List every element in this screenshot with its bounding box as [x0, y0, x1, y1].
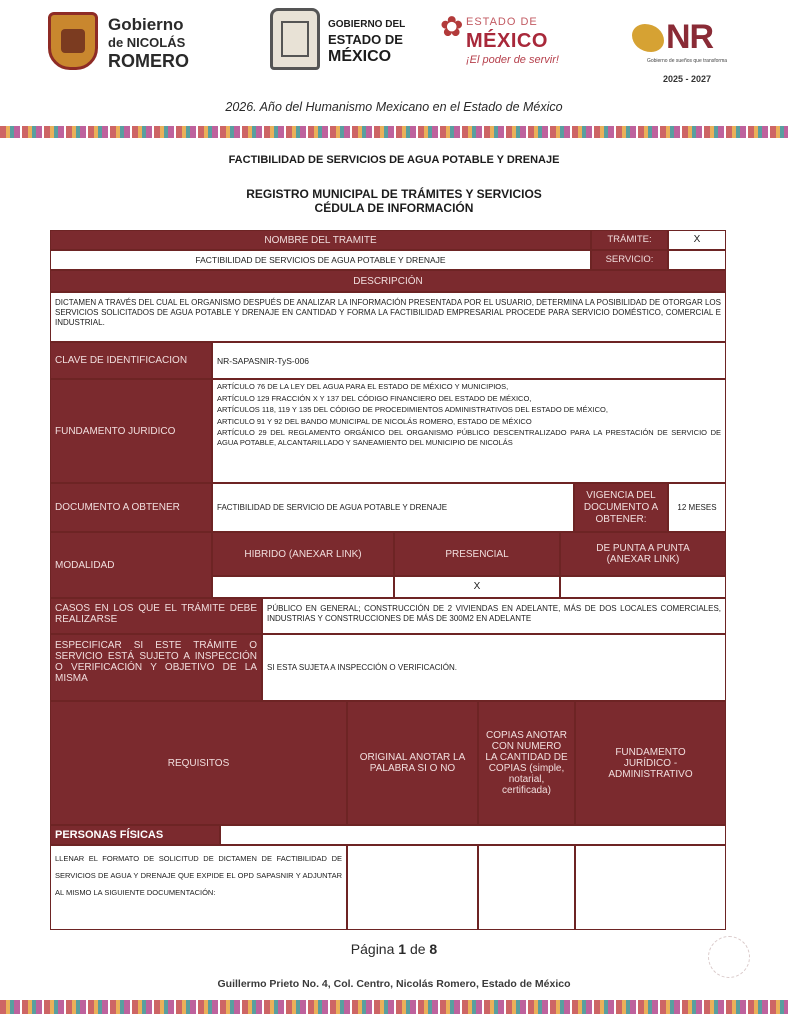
document-main-title: FACTIBILIDAD DE SERVICIOS DE AGUA POTABLE Y DRENAJE: [228, 154, 560, 166]
fundamento-admin-header: FUNDAMENTO JURÍDICO - ADMINISTRATIVO: [575, 701, 726, 825]
decorative-band-top: [0, 126, 788, 138]
fundamento-item: ARTÍCULO 129 FRACCIÓN X Y 137 DEL CÓDIGO FINANCIERO DEL ESTADO DE MÉXICO,: [217, 393, 532, 403]
logo3-line2: MÉXICO: [466, 30, 548, 52]
descripcion-text: DICTAMEN A TRAVÉS DEL CUAL EL ORGANISMO DESPUÉS DE ANALIZAR LA INFORMACIÓN PRESENTADA POR EL USUARIO, DETERMINA LA POSIBILIDAD DE OTORGAR LOS SERVICIOS SOLICITADOS DE AGUA POTABLE Y DRENAJE EN CANTIDAD Y FORMA LA FACTIBILIDAD EMPRESARIAL PROCEDE PARA SERVICIO DOMÉSTICO, COMERCIAL E INDUSTRIAL.: [50, 292, 726, 342]
nicolas-romero-shield-logo: [48, 12, 98, 70]
logo3-line1: ESTADO DE: [466, 16, 538, 28]
modalidad-punta-label: DE PUNTA A PUNTA (ANEXAR LINK): [560, 532, 726, 576]
fundamento-label: FUNDAMENTO JURIDICO: [50, 379, 212, 483]
vigencia-value: 12 MESES: [668, 483, 726, 532]
page-prefix: Página: [350, 941, 395, 957]
page-indicator: [0, 941, 788, 957]
page-current: 1: [398, 941, 407, 957]
fundamento-list: [212, 379, 726, 483]
registry-title-line1: REGISTRO MUNICIPAL DE TRÁMITES Y SERVICIOS: [246, 187, 542, 201]
inspeccion-value: SI ESTA SUJETA A INSPECCIÓN O VERIFICACIÓN.: [262, 634, 726, 701]
footer-address: Guillermo Prieto No. 4, Col. Centro, Nicolás Romero, Estado de México: [217, 978, 571, 990]
leaf-icon: [632, 24, 664, 52]
registry-title: [0, 187, 788, 215]
logo2-line3: MÉXICO: [328, 48, 392, 65]
descripcion-label: DESCRIPCIÓN: [50, 270, 726, 292]
personas-fisicas-spacer: [220, 825, 726, 845]
logo4-sub: Gobierno de sueños que transforma: [646, 58, 728, 64]
fundamento-item: ARTICULO 91 Y 92 DEL BANDO MUNICIPAL DE NICOLÁS ROMERO, ESTADO DE MÉXICO: [217, 416, 532, 426]
fundamento-item: ARTÍCULO 76 DE LA LEY DEL AGUA PARA EL ESTADO DE MÉXICO Y MUNICIPIOS,: [217, 382, 509, 391]
nombre-tramite-value: FACTIBILIDAD DE SERVICIOS DE AGUA POTABLE Y DRENAJE: [50, 250, 591, 270]
logo1-line2: de NICOLÁS: [108, 35, 186, 50]
modalidad-punta-mark: [560, 576, 726, 598]
estado-mexico-seal-logo: [270, 8, 320, 70]
logo1-line3: ROMERO: [108, 51, 189, 71]
page-total: 8: [429, 941, 438, 957]
logo-gobierno-nicolas-romero: [108, 16, 189, 70]
tramite-label: TRÁMITE:: [591, 230, 668, 250]
fundamento-item: ARTÍCULO 29 DEL REGLAMENTO ORGÁNICO DEL ORGANISMO PÚBLICO DESCENTRALIZADO PARA LA PRESTACIÓN DE SERVICIO DE AGUA POTABLE, ALCANTARILLADO Y SANEAMIENTO DEL MUNICIPIO DE NICOLÁS: [217, 428, 721, 447]
logo2-line1: GOBIERNO DEL: [328, 19, 406, 30]
logo2-line2: ESTADO DE: [328, 32, 403, 47]
requisito-row-1-copias: [478, 845, 575, 930]
servicio-mark: [668, 250, 726, 270]
year-motto: 2026. Año del Humanismo Mexicano en el Estado de México: [225, 100, 563, 114]
inspeccion-label: ESPECIFICAR SI ESTE TRÁMITE O SERVICIO ESTÁ SUJETO A INSPECCIÓN O VERIFICACIÓN Y OBJETIVO DE LA MISMA: [50, 634, 262, 701]
personas-fisicas-text: PERSONAS FÍSICAS: [55, 829, 164, 841]
page-middle: de: [409, 941, 426, 957]
logo3-tagline: ¡El poder de servir!: [466, 54, 559, 66]
fundamento-item: ARTÍCULOS 118, 119 Y 135 DEL CÓDIGO DE PROCEDIMIENTOS ADMINISTRATIVOS DEL ESTADO DE MÉXICO,: [217, 405, 608, 414]
servicio-label: SERVICIO:: [591, 250, 668, 270]
casos-value: PÚBLICO EN GENERAL; CONSTRUCCIÓN DE 2 VIVIENDAS EN ADELANTE, MÁS DE DOS LOCALES COMERCIALES, INDUSTRIAS Y CONSTRUCCIONES DE MÁS DE 300M2 EN ADELANTE: [262, 598, 726, 634]
clave-value: NR-SAPASNIR-TyS-006: [212, 342, 726, 379]
modalidad-hibrido-mark: [212, 576, 394, 598]
logo-nr-administration: [632, 18, 742, 90]
requisito-row-1-fundamento: [575, 845, 726, 930]
logo4-years: 2025 - 2027: [662, 74, 712, 84]
nombre-tramite-label: NOMBRE DEL TRAMITE: [50, 230, 591, 250]
logo-estado-de-mexico: [466, 14, 559, 68]
casos-label: CASOS EN LOS QUE EL TRÁMITE DEBE REALIZARSE: [50, 598, 262, 634]
logo4-mark: NR: [666, 18, 714, 56]
vigencia-label: VIGENCIA DEL DOCUMENTO A OBTENER:: [574, 483, 668, 532]
flower-icon: ✿: [440, 11, 464, 42]
registry-title-line2: CÉDULA DE INFORMACIÓN: [314, 201, 474, 215]
modalidad-presencial-label: PRESENCIAL: [394, 532, 560, 576]
modalidad-label: MODALIDAD: [50, 532, 212, 598]
tramite-mark: X: [668, 230, 726, 250]
personas-fisicas-label: [50, 825, 220, 845]
logo-gobierno-estado-mexico: [328, 18, 405, 67]
logo1-line1: Gobierno: [108, 15, 184, 34]
documento-label: DOCUMENTO A OBTENER: [50, 483, 212, 532]
requisito-row-1: LLENAR EL FORMATO DE SOLICITUD DE DICTAMEN DE FACTIBILIDAD DE SERVICIOS DE AGUA Y DRENAJE QUE EXPIDE EL OPD SAPASNIR Y ADJUNTAR AL MISMO LA SIGUIENTE DOCUMENTACIÓN:: [50, 845, 347, 930]
copias-header: COPIAS ANOTAR CON NUMERO LA CANTIDAD DE COPIAS (simple, notarial, certificada): [478, 701, 575, 825]
modalidad-hibrido-label: HIBRIDO (ANEXAR LINK): [212, 532, 394, 576]
modalidad-presencial-mark: X: [394, 576, 560, 598]
decorative-band-bottom: [0, 1000, 788, 1014]
original-header: ORIGINAL ANOTAR LA PALABRA SI O NO: [347, 701, 478, 825]
requisito-row-1-original: [347, 845, 478, 930]
documento-value: FACTIBILIDAD DE SERVICIO DE AGUA POTABLE Y DRENAJE: [212, 483, 574, 532]
clave-label: CLAVE DE IDENTIFICACION: [50, 342, 212, 379]
requisitos-header: REQUISITOS: [50, 701, 347, 825]
decorative-flower-stamp: [708, 936, 750, 978]
